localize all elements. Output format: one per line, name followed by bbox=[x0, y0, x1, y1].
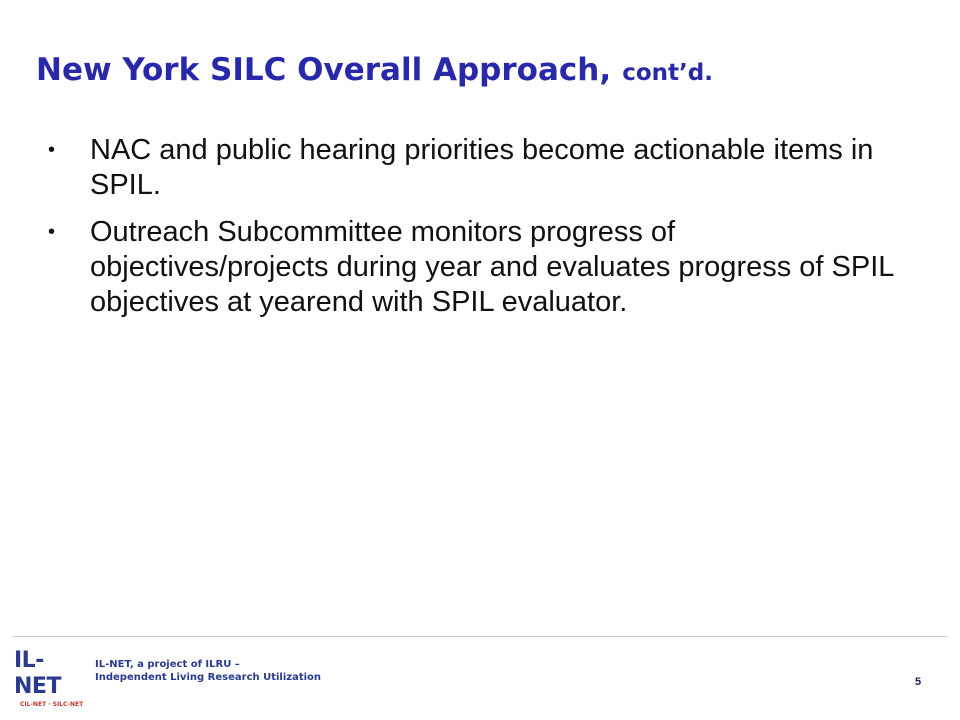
logo-subtext: CIL-NET · SILC-NET bbox=[20, 701, 84, 708]
bullet-list bbox=[48, 133, 908, 332]
page-number: 5 bbox=[915, 676, 922, 688]
logo-wordmark: IL-NET bbox=[14, 648, 61, 699]
bullet-icon: • bbox=[48, 221, 56, 243]
footer-divider bbox=[12, 636, 948, 637]
footer-tagline bbox=[95, 658, 321, 684]
bullet-item bbox=[48, 133, 908, 203]
title-suffix: cont’d. bbox=[622, 60, 713, 86]
title-main: New York SILC Overall Approach, bbox=[36, 52, 612, 88]
tagline-line-1: IL-NET, a project of ILRU – bbox=[95, 659, 240, 670]
bullet-icon: • bbox=[48, 139, 56, 161]
tagline-line-2: Independent Living Research Utilization bbox=[95, 672, 322, 683]
slide-footer bbox=[0, 636, 960, 720]
bullet-text: Outreach Subcommittee monitors progress of objectives/projects during year and evaluates progress of SPIL objectives at yearend with SPIL evaluator. bbox=[90, 216, 894, 318]
bullet-text: NAC and public hearing priorities become actionable items in SPIL. bbox=[90, 134, 874, 201]
slide-title bbox=[36, 50, 713, 88]
il-net-logo bbox=[14, 648, 86, 708]
bullet-item bbox=[48, 215, 908, 320]
